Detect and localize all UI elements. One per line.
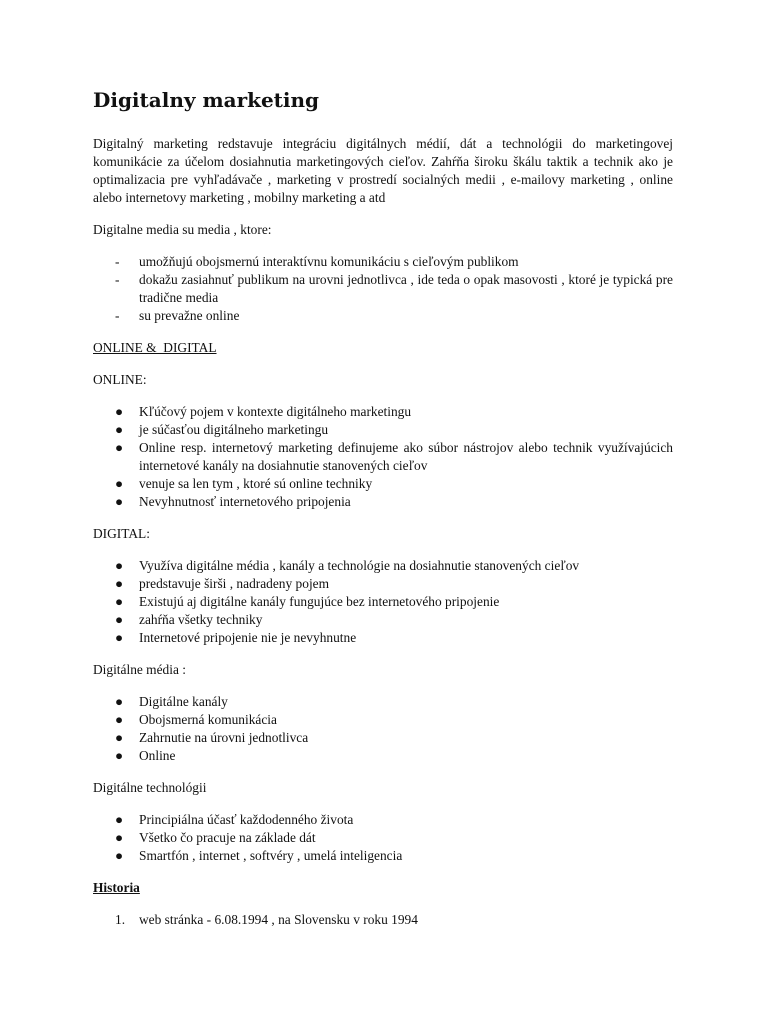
digital-list (93, 557, 673, 647)
list-item: ● Obojsmerná komunikácia (115, 712, 277, 727)
list-item: ● venuje sa len tym , ktoré sú online techniky (115, 476, 373, 491)
list-item: ● Digitálne kanály (115, 694, 228, 709)
list-item: ● Kľúčový pojem v kontexte digitálneho marketingu (115, 404, 412, 419)
bullet-icon: ● (115, 494, 124, 509)
online-heading: ONLINE: (93, 372, 147, 387)
bullet-icon: ● (115, 422, 124, 437)
bullet-icon: ● (115, 712, 124, 727)
media-heading: Digitalne media su media , ktore: (93, 222, 272, 237)
list-item: ● Online resp. internetový marketing definujeme ako súbor nástrojov alebo technik využívajúcich internetové kanály na dosiahnutie stanovených cieľov (115, 440, 673, 473)
list-item: ● Existujú aj digitálne kanály fungujúce bez internetového pripojenie (115, 594, 500, 609)
list-item: ● predstavuje širši , nadradeny pojem (115, 576, 330, 591)
list-item: ● zahŕňa všetky techniky (115, 612, 263, 627)
dash-marker: - (115, 254, 120, 269)
list-item: ● je súčasťou digitálneho marketingu (115, 422, 329, 437)
bullet-icon: ● (115, 440, 124, 455)
media-list (93, 253, 673, 325)
digital-media-list (93, 693, 673, 765)
list-item: ● Online (115, 748, 176, 763)
online-digital-heading: ONLINE & DIGITAL (93, 340, 217, 355)
bullet-icon: ● (115, 594, 124, 609)
bullet-icon: ● (115, 404, 124, 419)
bullet-icon: ● (115, 748, 124, 763)
technology-heading: Digitálne technológii (93, 780, 207, 795)
bullet-icon: ● (115, 730, 124, 745)
bullet-icon: ● (115, 812, 124, 827)
list-item: ● Internetové pripojenie nie je nevyhnutne (115, 630, 357, 645)
list-item: - su prevažne online (115, 308, 240, 323)
history-list (93, 911, 673, 929)
list-item: ● Zahrnutie na úrovni jednotlivca (115, 730, 309, 745)
digital-heading: DIGITAL: (93, 526, 150, 541)
list-item: - umožňujú obojsmernú interaktívnu komunikáciu s cieľovým publikom (115, 254, 519, 269)
list-item: ● Nevyhnutnosť internetového pripojenia (115, 494, 351, 509)
bullet-icon: ● (115, 630, 124, 645)
online-list (93, 403, 673, 511)
history-heading: Historia (93, 880, 140, 895)
bullet-icon: ● (115, 848, 124, 863)
list-item: - dokažu zasiahnuť publikum na urovni jednotlivca , ide teda o opak masovosti , ktoré je typická pre tradične media (115, 272, 673, 305)
intro-paragraph: Digitalný marketing redstavuje integráciu digitálnych médií, dát a technológii do marketingovej komunikácie za účelom dosiahnutia marketingových cieľov. Zahŕňa široku škálu taktik a technik ako je optimalizacia pre vyhľadávače , marketing v prostredí socialných medii , e-mailovy marketing , online alebo internetovy marketing , mobilny marketing a atd (93, 136, 673, 205)
dash-marker: - (115, 308, 120, 323)
bullet-icon: ● (115, 476, 124, 491)
list-item: ● Smartfón , internet , softvéry , umelá inteligencia (115, 848, 403, 863)
bullet-icon: ● (115, 558, 124, 573)
bullet-icon: ● (115, 612, 124, 627)
bullet-icon: ● (115, 694, 124, 709)
number-marker: 1. (115, 912, 126, 927)
technology-list (93, 811, 673, 865)
dash-marker: - (115, 272, 120, 287)
digital-media-heading: Digitálne média : (93, 662, 186, 677)
document-title: Digitalny marketing (93, 88, 320, 112)
bullet-icon: ● (115, 830, 124, 845)
list-item: ● Všetko čo pracuje na základe dát (115, 830, 316, 845)
list-item: ● Využíva digitálne média , kanály a technológie na dosiahnutie stanovených cieľov (115, 558, 580, 573)
document-page (93, 86, 673, 929)
bullet-icon: ● (115, 576, 124, 591)
list-item: ● Principiálna účasť každodenného života (115, 812, 354, 827)
list-item: 1. web stránka - 6.08.1994 , na Slovensku v roku 1994 (115, 912, 418, 927)
